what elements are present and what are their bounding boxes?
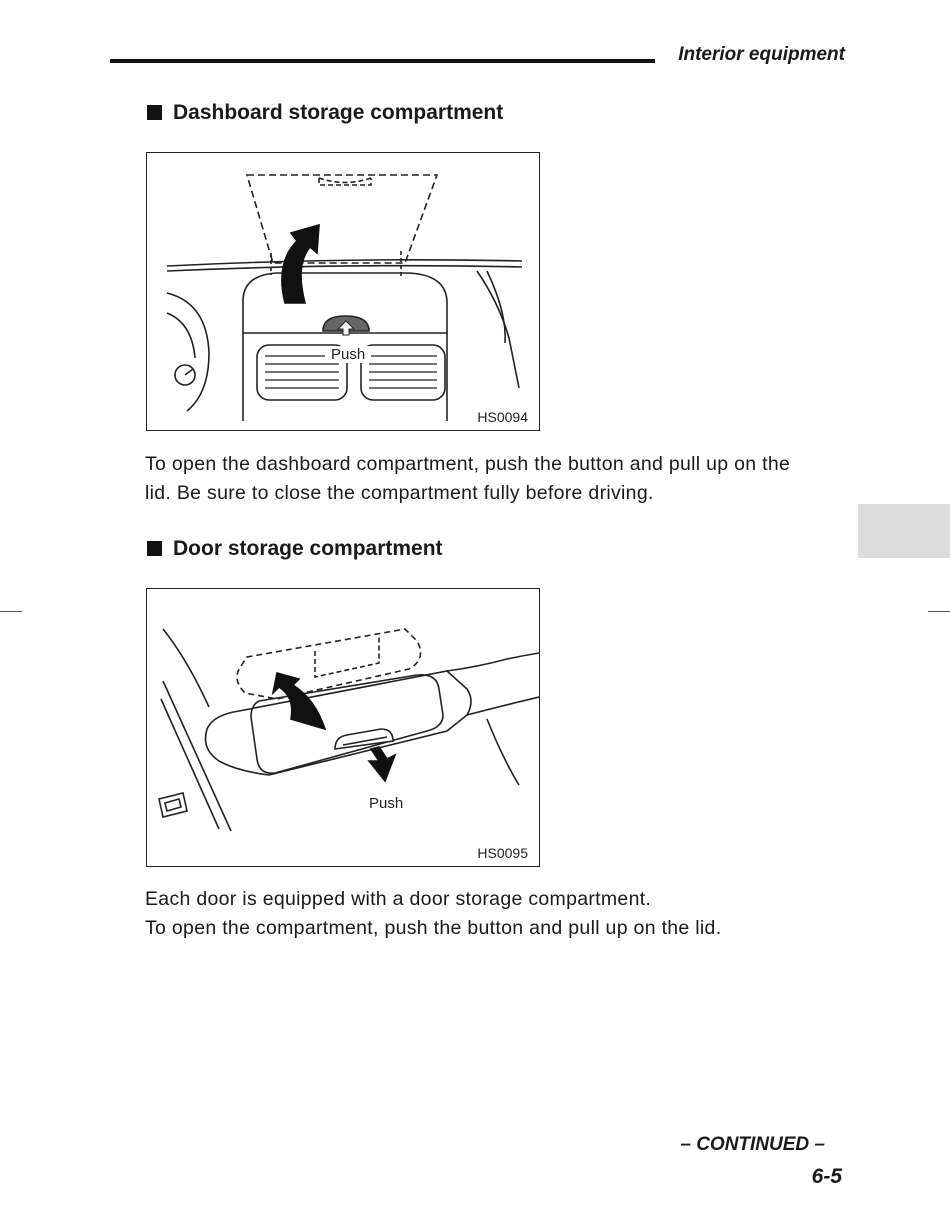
section-heading-dashboard (147, 101, 503, 125)
crop-mark-right (928, 611, 950, 612)
text-line: lid. Be sure to close the compartment fully before driving. (145, 482, 654, 504)
paragraph-dashboard (145, 450, 865, 508)
square-bullet-icon (147, 541, 162, 556)
figure-code: HS0094 (477, 409, 528, 425)
section-heading-door (147, 537, 443, 561)
dashboard-illustration (147, 153, 539, 430)
section-heading-text: Door storage compartment (173, 537, 443, 560)
door-illustration (147, 589, 539, 866)
page-number: 6-5 (811, 1165, 842, 1188)
section-heading-text: Dashboard storage compartment (173, 101, 504, 124)
figure-door-compartment (146, 588, 540, 867)
figure-code: HS0095 (477, 845, 528, 861)
continued-label: – CONTINUED – (680, 1134, 825, 1155)
text-line: To open the compartment, push the button and pull up on the lid. (145, 917, 722, 939)
crop-mark-left (0, 611, 22, 612)
text-line: Each door is equipped with a door storage compartment. (145, 888, 652, 910)
header-rule (110, 59, 655, 63)
square-bullet-icon (147, 105, 162, 120)
chapter-thumb-tab (858, 504, 950, 558)
figure-dashboard-compartment (146, 152, 540, 431)
figure-push-label: Push (325, 346, 371, 363)
text-line: To open the dashboard compartment, push the button and pull up on the (145, 453, 791, 475)
running-header-title: Interior equipment (678, 44, 845, 65)
figure-push-label: Push (369, 795, 404, 812)
paragraph-door (145, 885, 865, 943)
